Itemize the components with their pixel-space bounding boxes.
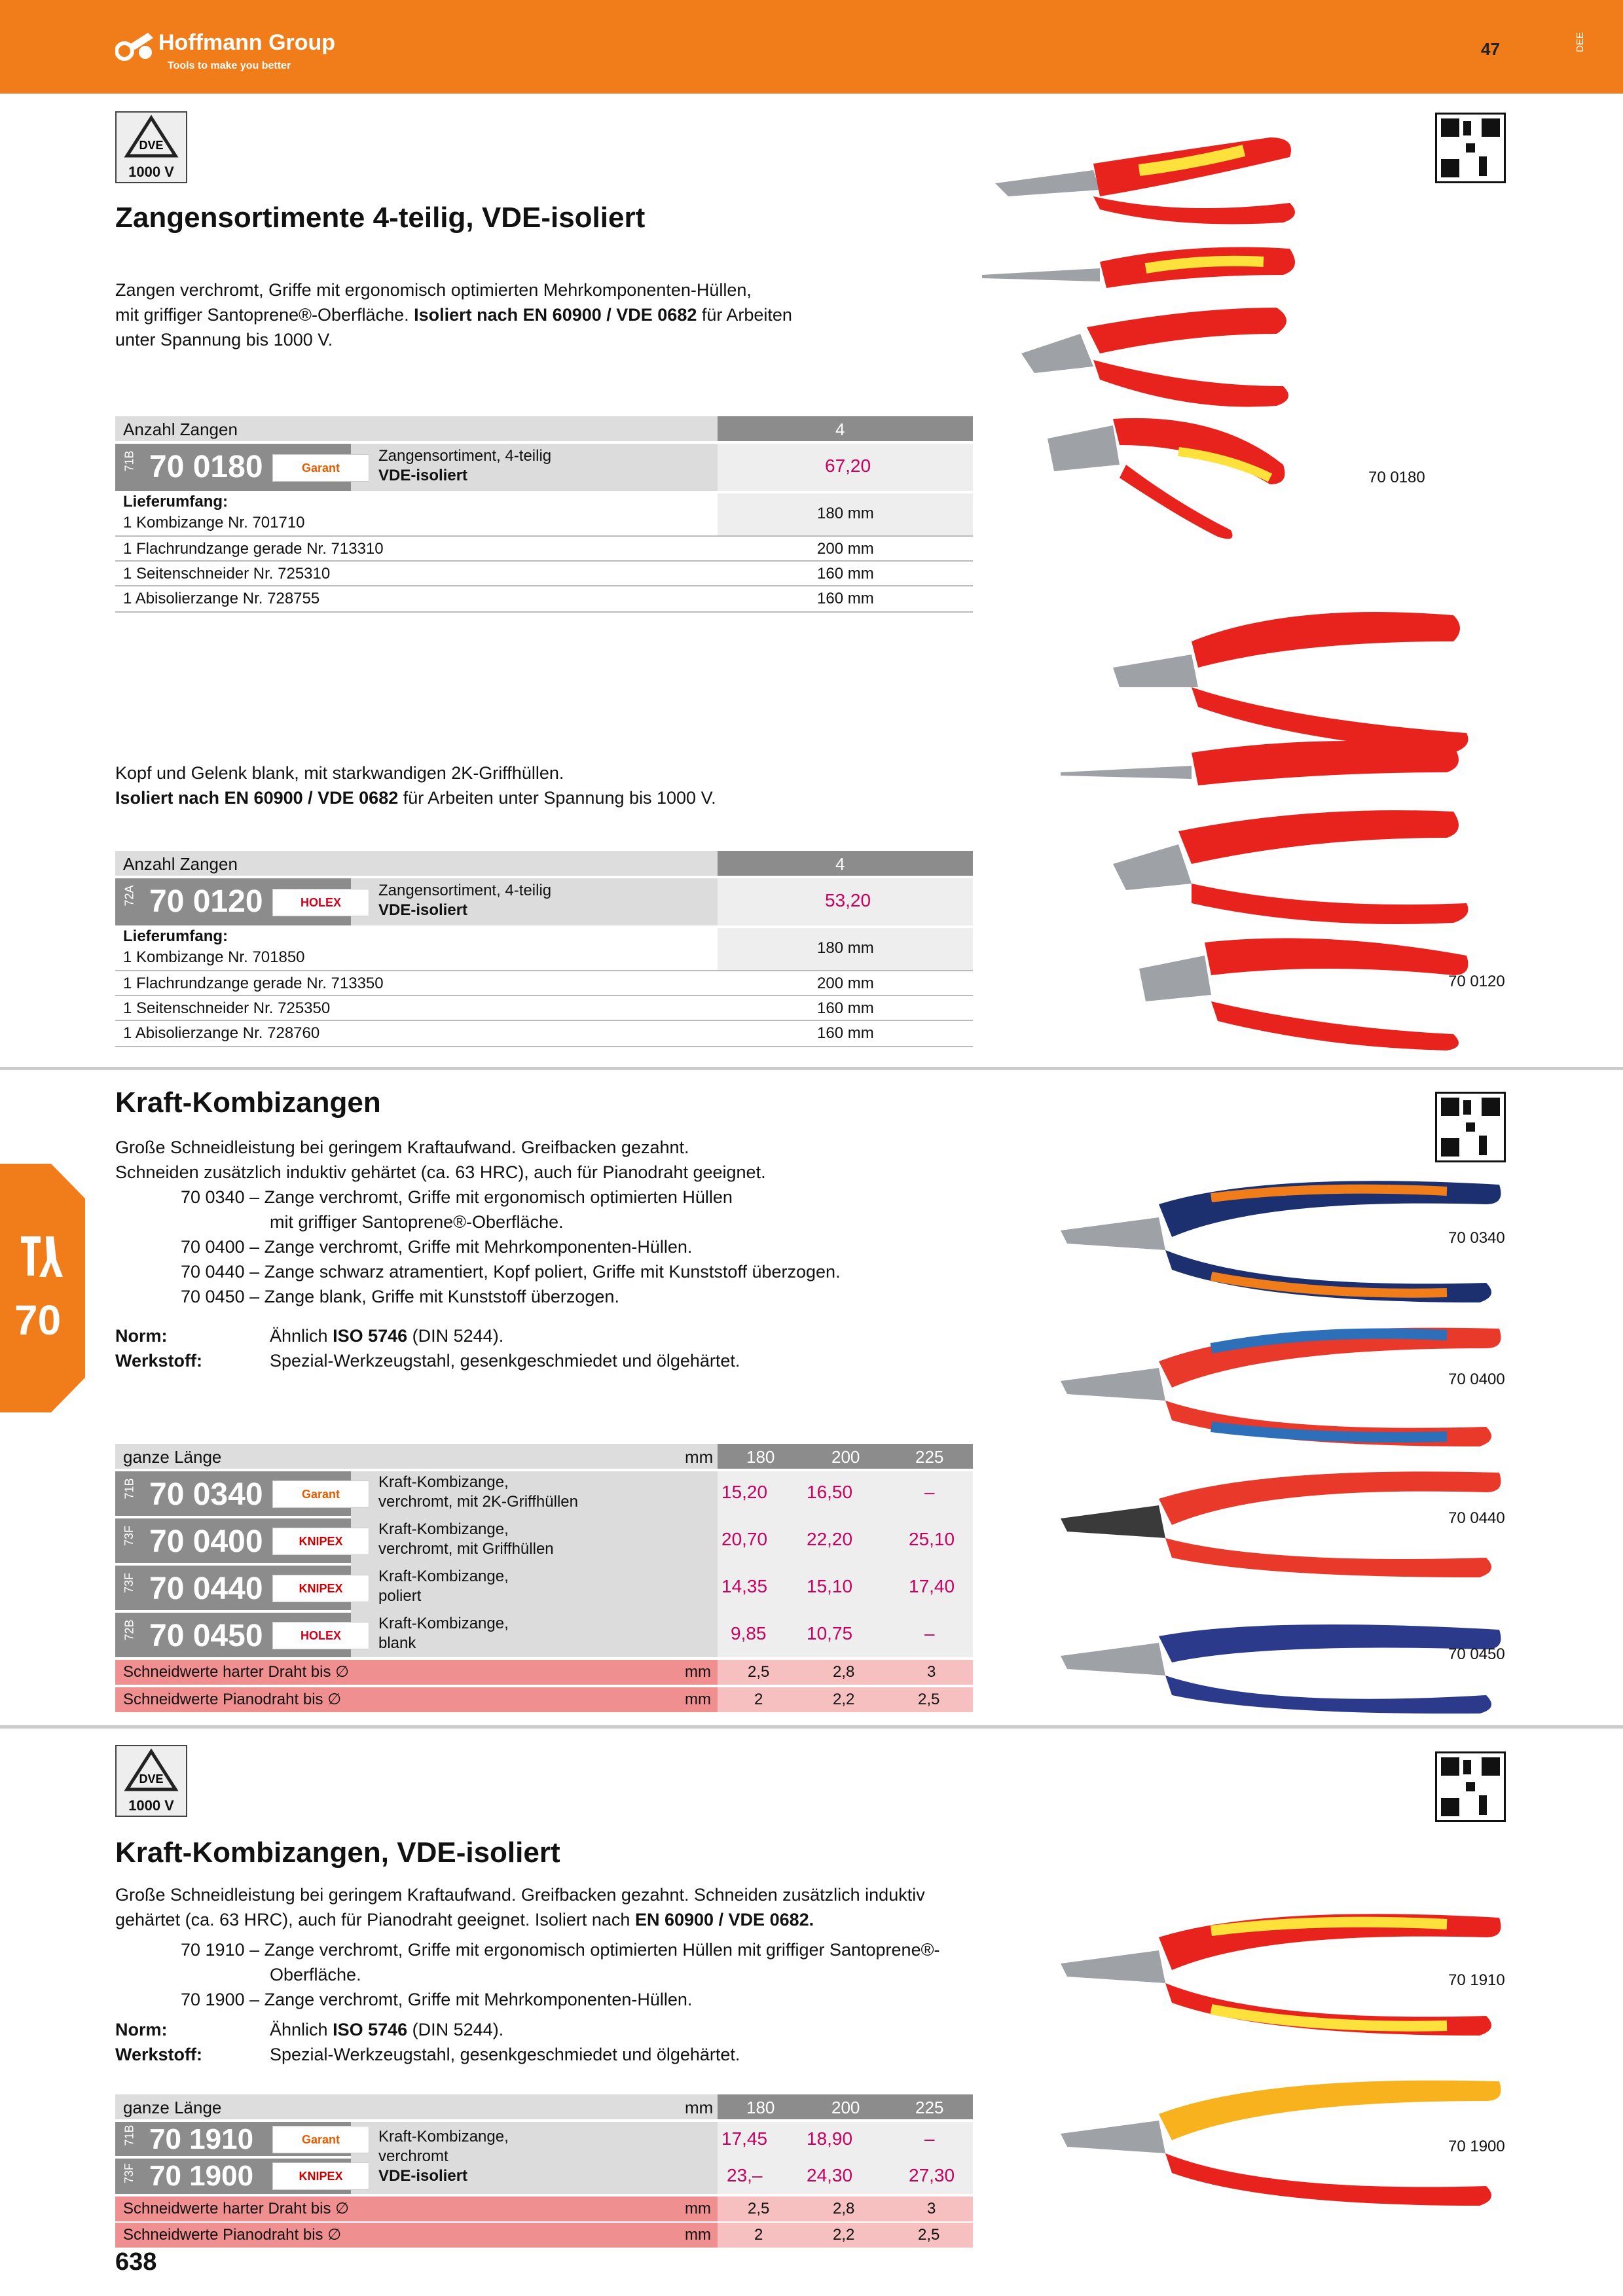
size-col: 200 [831, 1447, 860, 1467]
section4-title: Kraft-Kombizangen, VDE-isoliert [115, 1837, 560, 1869]
section2-table [115, 851, 973, 1054]
article-number: 70 0340 [149, 1477, 263, 1512]
brand-name: Hoffmann Group [158, 30, 336, 55]
werkstoff-label: Werkstoff: [115, 1351, 203, 1371]
variant-row [181, 1937, 939, 1962]
qr-code[interactable] [1435, 1092, 1506, 1162]
cut-value: 3 [927, 1663, 936, 1681]
section1-table [115, 416, 973, 619]
lieferumfang-label: Lieferumfang: [123, 493, 228, 511]
variant-text: Zange blank, Griffe mit Kunststoff überzogen. [264, 1287, 619, 1306]
variant-text: Zange verchromt, Griffe mit Mehrkomponenten-Hüllen. [264, 1990, 693, 2009]
divider [115, 1046, 973, 1047]
variant-row [181, 1234, 841, 1259]
item-name: 1 Seitenschneider Nr. 725350 [123, 999, 331, 1017]
table-header-label-cell [115, 416, 718, 441]
intro-text: gehärtet (ca. 63 HRC), auch für Pianodraht geeignet. Isoliert nach [115, 1910, 635, 1929]
qr-code[interactable] [1435, 113, 1506, 183]
chapter-tab[interactable] [0, 1164, 85, 1412]
header-value: 4 [835, 854, 845, 874]
section1-desc-line3: unter Spannung bis 1000 V. [115, 330, 333, 350]
knipex-brand-logo: KNIPEX [272, 1575, 369, 1602]
variant-text: Zange schwarz atramentiert, Kopf poliert, Griffe mit Kunststoff überzogen. [264, 1262, 841, 1282]
article-prefix: 72A [122, 885, 136, 906]
item-name: 1 Abisolierzange Nr. 728760 [123, 1024, 320, 1042]
image-caption: 70 1900 [1448, 2138, 1505, 2155]
item-name: 1 Flachrundzange gerade Nr. 713310 [123, 540, 384, 558]
cut-value: 2 [754, 2226, 763, 2244]
norm-post: (DIN 5244). [407, 2020, 504, 2039]
table-header-sizes [718, 2094, 973, 2119]
section1-desc-text: mit griffiger Santoprene®-Oberfläche. [115, 305, 414, 325]
item-size: 180 mm [817, 505, 874, 522]
desc-line1: Kraft-Kombizange, [378, 1473, 509, 1491]
item-size: 200 mm [817, 540, 874, 558]
cut-value: 2,2 [833, 1691, 855, 1708]
header-unit: mm [685, 1447, 714, 1467]
article-price: 53,20 [825, 890, 871, 910]
top-bar [0, 0, 1623, 94]
divider [115, 995, 973, 996]
price-180: 15,20 [721, 1482, 768, 1502]
variant-code: 70 0400 – [181, 1237, 260, 1257]
cut-row-label: Schneidwerte Pianodraht bis ∅ [123, 1691, 342, 1708]
variant-row [181, 1284, 841, 1309]
section1-desc-line2 [115, 302, 792, 327]
price-200: 22,20 [807, 1529, 853, 1549]
chapter-number: 70 [14, 1297, 62, 1344]
variant-code: 70 1900 – [181, 1990, 260, 2009]
size-col: 180 [746, 2098, 775, 2117]
table-header-value-cell [718, 851, 973, 876]
section1-desc-norm: Isoliert nach EN 60900 / VDE 0682 [414, 305, 697, 325]
variant-text-cont: Oberfläche. [270, 1965, 361, 1984]
table-header-sizes [718, 1444, 973, 1469]
intro-line2: Schneiden zusätzlich induktiv gehärtet (ca. 63 HRC), auch für Pianodraht geeignet. [115, 1162, 766, 1182]
article-description [378, 1473, 578, 1512]
image-caption: 70 0450 [1448, 1645, 1505, 1663]
section3-norm [115, 1323, 740, 1373]
section2-description [115, 761, 716, 810]
norm-row [115, 2017, 740, 2042]
cut-value: 2,5 [918, 2226, 940, 2244]
variant-code: 70 1910 – [181, 1940, 260, 1960]
price-225: – [924, 1623, 935, 1643]
divider [115, 560, 973, 562]
variant-text: Zange verchromt, Griffe mit ergonomisch optimierten Hüllen mit griffiger Santoprene®- [264, 1940, 940, 1960]
vde-triangle-icon [117, 113, 186, 165]
vde-combination-pliers-images [1054, 1898, 1512, 2212]
price-200: 16,50 [807, 1482, 853, 1502]
item-name: 1 Abisolierzange Nr. 728755 [123, 590, 320, 607]
desc-line2: VDE-isoliert [378, 467, 468, 484]
article-description [378, 881, 551, 920]
norm-pre: Ähnlich [270, 2020, 333, 2039]
variant-code: 70 0440 – [181, 1262, 260, 1282]
header-label: Anzahl Zangen [123, 854, 238, 874]
divider [115, 1020, 973, 1021]
image-caption: 70 0400 [1448, 1371, 1505, 1388]
section2-desc-norm: Isoliert nach EN 60900 / VDE 0682 [115, 788, 399, 808]
cut-value: 2,8 [833, 2200, 855, 2217]
article-number: 70 0450 [149, 1619, 263, 1653]
item-name: 1 Kombizange Nr. 701710 [123, 514, 305, 531]
section4-intro [115, 1882, 925, 1932]
section1-title: Zangensortimente 4-teilig, VDE-isoliert [115, 202, 646, 234]
section3-intro [115, 1135, 766, 1185]
plier-700450-image [1061, 1624, 1501, 1713]
price-200: 18,90 [807, 2128, 853, 2149]
item-size: 160 mm [817, 999, 874, 1017]
garant-brand-logo: Garant [272, 2126, 369, 2153]
price-225: 25,10 [909, 1529, 955, 1549]
article-prefix: 72B [122, 1619, 136, 1641]
price-180: 23,– [727, 2165, 763, 2185]
section3-variants [181, 1185, 841, 1309]
desc-line1: Kraft-Kombizange, [378, 2128, 509, 2145]
section-separator [0, 1067, 1623, 1070]
vde-voltage: 1000 V [128, 164, 174, 180]
price-225: 27,30 [909, 2165, 955, 2185]
plier-701900-image [1061, 2081, 1501, 2206]
table-header-value-cell [718, 416, 973, 441]
vde-badge [115, 1745, 187, 1817]
article-prefix: 71B [122, 2125, 136, 2146]
intro-norm: EN 60900 / VDE 0682. [634, 1910, 814, 1929]
section4-variants [181, 1937, 939, 2012]
header-label: ganze Länge [123, 2098, 222, 2117]
garant-brand-logo: Garant [272, 1480, 369, 1508]
price-200: 10,75 [807, 1623, 853, 1643]
lieferumfang-label: Lieferumfang: [123, 927, 228, 945]
knipex-brand-logo: KNIPEX [272, 1528, 369, 1555]
article-prefix: 73F [122, 1525, 136, 1547]
header-label: Anzahl Zangen [123, 420, 238, 439]
item-name: 1 Kombizange Nr. 701850 [123, 948, 305, 966]
vde-badge [115, 111, 187, 183]
knipex-brand-logo: KNIPEX [272, 2162, 369, 2190]
cut-row-label: Schneidwerte harter Draht bis ∅ [123, 1663, 350, 1681]
variant-text-cont: mit griffiger Santoprene®-Oberfläche. [270, 1212, 564, 1232]
article-number: 70 0120 [149, 884, 263, 919]
section4-table [115, 2094, 973, 2246]
intro-line1: Große Schneidleistung bei geringem Kraftaufwand. Greifbacken gezahnt. Schneiden zusätzlich induktiv [115, 1885, 925, 1905]
qr-code[interactable] [1435, 1751, 1506, 1822]
divider [115, 535, 973, 537]
size-col: 180 [746, 1447, 775, 1467]
werkstoff-row [115, 2042, 740, 2067]
image-caption: 70 0340 [1448, 1229, 1505, 1247]
section-separator [0, 1725, 1623, 1729]
cut-value: 2 [754, 1691, 763, 1708]
section2-desc-line2 [115, 785, 716, 810]
price-200: 24,30 [807, 2165, 853, 2185]
cut-row-unit: mm [685, 1691, 711, 1708]
svg-text:DVE: DVE [139, 139, 164, 152]
desc-line2: verchromt, mit Griffhüllen [378, 1540, 554, 1558]
image-caption: 70 0120 [1448, 973, 1505, 990]
brand-tagline: Tools to make you better [168, 60, 291, 71]
norm-label: Norm: [115, 1326, 168, 1346]
article-number: 70 1910 [149, 2123, 254, 2155]
item-size: 160 mm [817, 1024, 874, 1042]
article-number: 70 0180 [149, 450, 263, 484]
variant-text: Zange verchromt, Griffe mit ergonomisch optimierten Hüllen [264, 1187, 733, 1207]
size-col: 225 [915, 1447, 944, 1467]
werkstoff-row [115, 1348, 740, 1373]
divider [115, 585, 973, 586]
intro-line1: Große Schneidleistung bei geringem Kraftaufwand. Greifbacken gezahnt. [115, 1138, 689, 1157]
cut-value: 2,2 [833, 2226, 855, 2244]
price-180: 17,45 [721, 2128, 768, 2149]
cut-value: 2,5 [918, 1691, 940, 1708]
article-prefix: 73F [122, 1572, 136, 1594]
plier-701910-image [1061, 1914, 1501, 2036]
size-col: 200 [831, 2098, 860, 2117]
variant-row [181, 1185, 841, 1210]
plier-700340-image [1061, 1181, 1501, 1302]
variant-text: Zange verchromt, Griffe mit Mehrkomponenten-Hüllen. [264, 1237, 693, 1257]
desc-line2: poliert [378, 1587, 422, 1605]
plier-700440-image [1061, 1471, 1501, 1577]
cut-row-label: Schneidwerte Pianodraht bis ∅ [123, 2226, 342, 2244]
header-label: ganze Länge [123, 1447, 222, 1467]
variant-row [181, 1987, 939, 2012]
variant-row [181, 1259, 841, 1284]
holex-brand-logo: HOLEX [272, 1622, 369, 1649]
desc-line2: blank [378, 1634, 416, 1652]
werkstoff-label: Werkstoff: [115, 2045, 203, 2064]
price-180: 20,70 [721, 1529, 768, 1549]
price-225: 17,40 [909, 1576, 955, 1596]
vde-triangle-icon [117, 1746, 186, 1799]
item-size: 160 mm [817, 590, 874, 607]
vde-voltage: 1000 V [128, 1797, 174, 1814]
section2-desc-text: für Arbeiten unter Spannung bis 1000 V. [398, 788, 716, 808]
cut-row-unit: mm [685, 2226, 711, 2244]
norm-label: Norm: [115, 2020, 168, 2039]
variant-code: 70 0450 – [181, 1287, 260, 1306]
article-prefix: 71B [122, 1478, 136, 1499]
norm-post: (DIN 5244). [407, 1326, 504, 1346]
article-number: 70 0400 [149, 1524, 263, 1559]
image-caption: 70 1910 [1448, 1971, 1505, 1989]
item-name: 1 Seitenschneider Nr. 725310 [123, 565, 331, 583]
variant-code: 70 0340 – [181, 1187, 260, 1207]
desc-line2: verchromt, mit 2K-Griffhüllen [378, 1493, 578, 1511]
article-number: 70 0440 [149, 1571, 263, 1606]
section2-desc-line1: Kopf und Gelenk blank, mit starkwandigen 2K-Griffhüllen. [115, 763, 564, 783]
pliers-chapter-icon [20, 1234, 64, 1280]
divider [115, 611, 973, 613]
norm-iso: ISO 5746 [333, 1326, 408, 1346]
plier-set-garant-image [982, 111, 1440, 556]
article-description [378, 1520, 554, 1559]
price-180: 9,85 [731, 1623, 767, 1643]
combination-pliers-images [1054, 1172, 1512, 1715]
desc-line1: Kraft-Kombizange, [378, 1520, 509, 1538]
price-180: 14,35 [721, 1576, 768, 1596]
page-number-top: 47 [1481, 39, 1500, 59]
cut-value: 3 [927, 2200, 936, 2217]
cut-value: 2,5 [748, 1663, 770, 1681]
svg-text:DVE: DVE [139, 1772, 164, 1785]
section1-description [115, 278, 792, 352]
article-description [378, 1567, 509, 1606]
cut-row-label: Schneidwerte harter Draht bis ∅ [123, 2200, 350, 2217]
price-225: – [924, 2128, 935, 2149]
item-size: 200 mm [817, 975, 874, 992]
norm-iso: ISO 5746 [333, 2020, 408, 2039]
header-unit: mm [685, 2098, 714, 2117]
cut-row-unit: mm [685, 1663, 711, 1681]
table-header-label-cell [115, 851, 718, 876]
table-header-label-cell [115, 1444, 718, 1469]
section1-desc-text2: für Arbeiten [697, 305, 792, 325]
article-price: 67,20 [825, 456, 871, 476]
section4-norm [115, 2017, 740, 2067]
holex-brand-logo: HOLEX [272, 889, 369, 916]
cut-row-unit: mm [685, 2200, 711, 2217]
divider [115, 970, 973, 971]
item-name: 1 Flachrundzange gerade Nr. 713350 [123, 975, 384, 992]
table-header-label-cell [115, 2094, 718, 2119]
garant-brand-logo: Garant [272, 454, 369, 482]
section1-desc-line1: Zangen verchromt, Griffe mit ergonomisch optimierten Mehrkomponenten-Hüllen, [115, 280, 752, 300]
page-number-bottom: 638 [115, 2248, 157, 2276]
item-size: 160 mm [817, 565, 874, 583]
desc-line2: VDE-isoliert [378, 901, 468, 919]
plier-700400-image [1061, 1328, 1501, 1446]
article-description [378, 1614, 509, 1653]
image-caption: 70 0180 [1368, 469, 1425, 486]
werkstoff-value: Spezial-Werkzeugstahl, gesenkgeschmiedet und ölgehärtet. [270, 1351, 740, 1371]
desc-line1: Kraft-Kombizange, [378, 1568, 509, 1585]
werkstoff-value: Spezial-Werkzeugstahl, gesenkgeschmiedet und ölgehärtet. [270, 2045, 740, 2064]
article-description [378, 446, 551, 486]
image-caption: 70 0440 [1448, 1509, 1505, 1527]
norm-row [115, 1323, 740, 1348]
desc-line1: Zangensortiment, 4-teilig [378, 447, 552, 465]
section3-table [115, 1444, 973, 1712]
article-description [378, 2127, 509, 2186]
desc-line1: Kraft-Kombizange, [378, 1615, 509, 1632]
price-225: – [924, 1482, 935, 1502]
article-number: 70 1900 [149, 2160, 254, 2192]
item-size: 180 mm [817, 939, 874, 957]
hoffmann-logo-icon [115, 31, 157, 63]
desc-line3: VDE-isoliert [378, 2167, 468, 2185]
article-prefix: 71B [122, 450, 136, 472]
article-prefix: 73F [122, 2162, 136, 2184]
size-col: 225 [915, 2098, 944, 2117]
section3-title: Kraft-Kombizangen [115, 1086, 381, 1119]
intro-line2 [115, 1907, 925, 1932]
price-200: 15,10 [807, 1576, 853, 1596]
language-code: DEE [1574, 32, 1586, 52]
norm-pre: Ähnlich [270, 1326, 333, 1346]
cut-value: 2,8 [833, 1663, 855, 1681]
header-value: 4 [835, 420, 845, 439]
desc-line1: Zangensortiment, 4-teilig [378, 882, 552, 899]
desc-line2: verchromt [378, 2147, 448, 2165]
cut-value: 2,5 [748, 2200, 770, 2217]
